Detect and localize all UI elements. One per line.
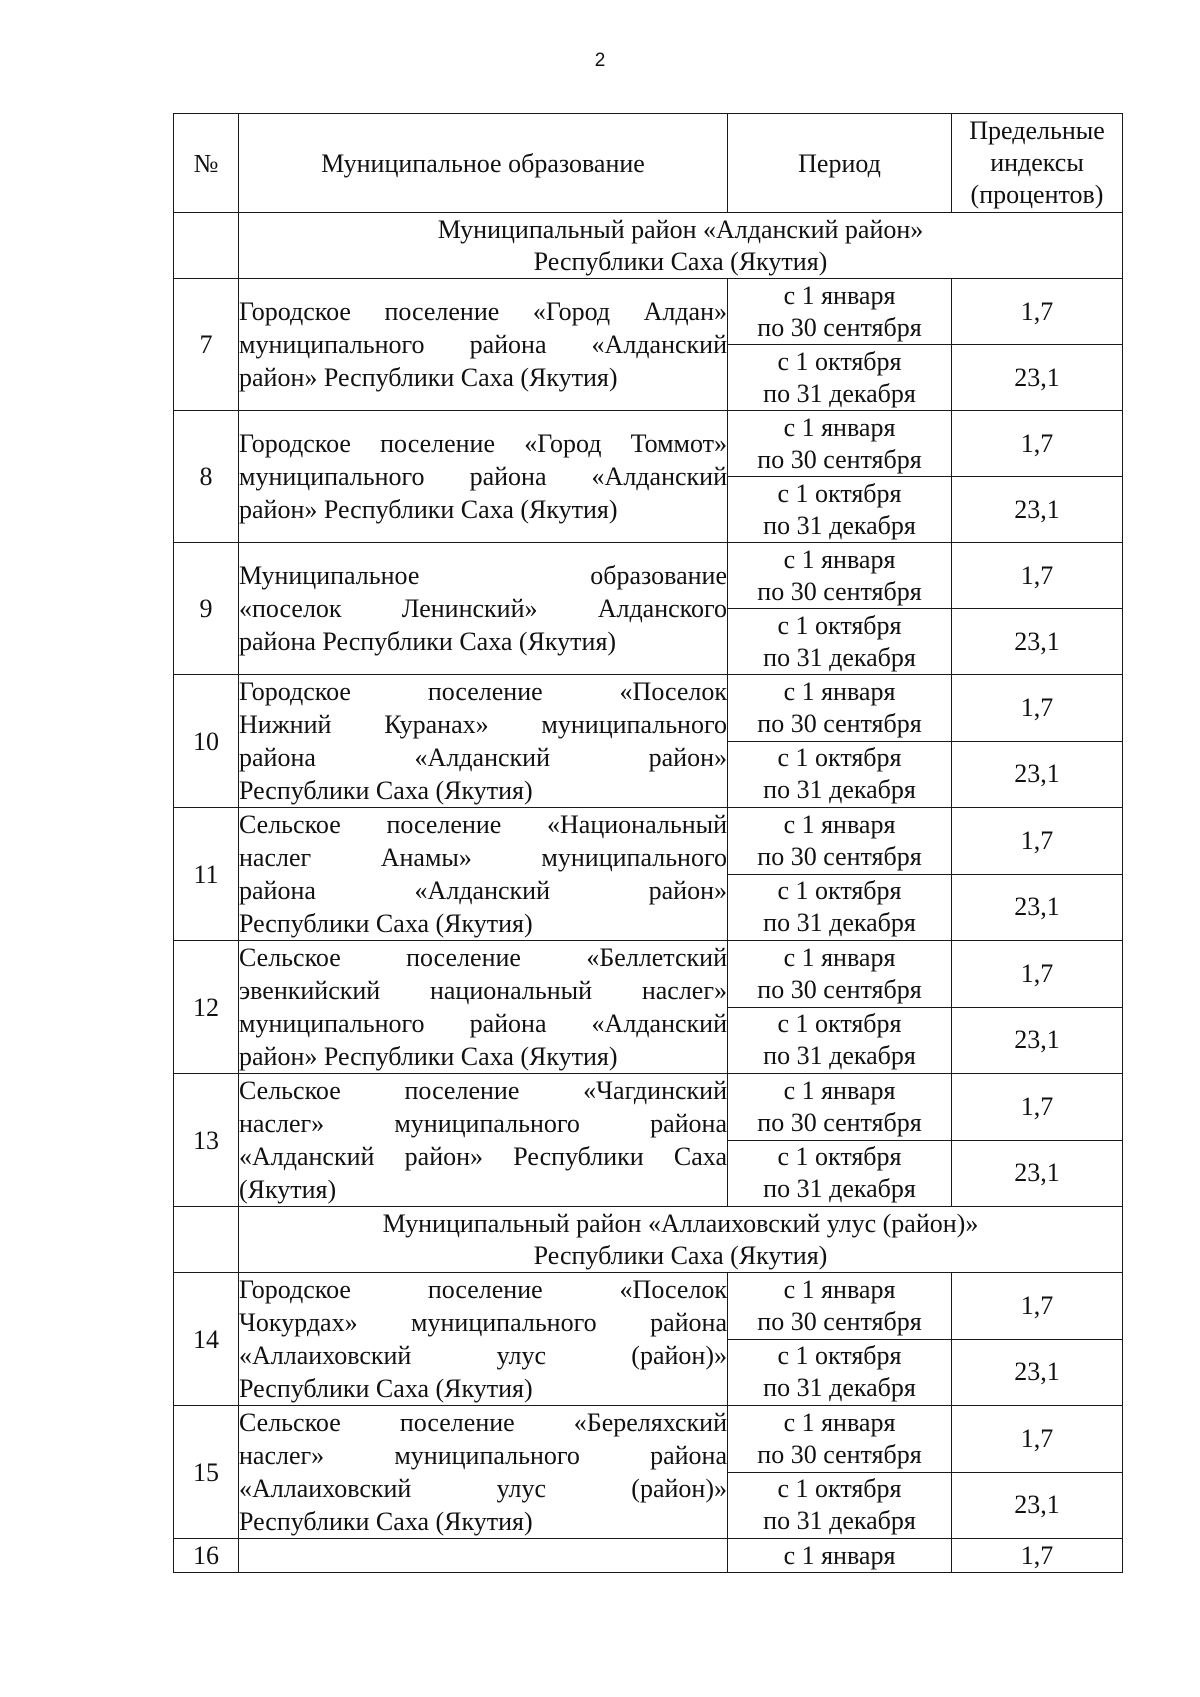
table-row xyxy=(174,808,1123,875)
row-number: 11 xyxy=(174,808,239,941)
period-line: по 31 декабря xyxy=(763,1373,916,1403)
period-line: по 31 декабря xyxy=(763,642,916,672)
period-cell xyxy=(728,1074,952,1141)
table-row xyxy=(174,411,1123,477)
municipality-name-line: Республики Саха (Якутия) xyxy=(239,909,533,938)
index-value: 23,1 xyxy=(952,609,1123,675)
tariff-index-table xyxy=(173,113,1123,1573)
period-line: с 1 января xyxy=(783,412,896,442)
district-row xyxy=(174,213,1123,279)
table-row xyxy=(174,1406,1123,1473)
municipality-name xyxy=(239,411,728,543)
table-row xyxy=(174,279,1123,345)
period-line: с 1 октября xyxy=(777,346,902,376)
municipality-name-line: «Алданский район» Республики Саха xyxy=(239,1142,727,1171)
period-cell xyxy=(728,345,952,411)
municipality-name-line: Городское поселение «Поселок xyxy=(239,1275,727,1304)
index-value: 1,7 xyxy=(952,1406,1123,1473)
period-cell xyxy=(728,279,952,345)
municipality-name-line: наслег Анамы» муниципального xyxy=(239,843,727,872)
index-value: 23,1 xyxy=(952,477,1123,543)
period-line: с 1 октября xyxy=(777,1142,902,1172)
period-line: с 1 января xyxy=(783,809,896,839)
header-municipality: Муниципальное образование xyxy=(239,114,728,213)
municipality-name-line: «Аллаиховский улус (район)» xyxy=(239,1341,727,1370)
index-value: 1,7 xyxy=(952,675,1123,742)
row-number: 12 xyxy=(174,941,239,1074)
municipality-name-line: Сельское поселение «Беллетский xyxy=(239,943,727,972)
period-cell xyxy=(728,1406,952,1473)
municipality-name-line: муниципального района «Алданский xyxy=(239,330,727,359)
municipality-name-line: район» Республики Саха (Якутия) xyxy=(239,495,618,524)
index-value: 1,7 xyxy=(952,543,1123,609)
table-row xyxy=(174,543,1123,609)
municipality-name-line: Республики Саха (Якутия) xyxy=(239,1507,533,1536)
period-line: с 1 января xyxy=(783,544,896,574)
index-value: 23,1 xyxy=(952,345,1123,411)
district-title-line: Муниципальный район «Аллаиховский улус (район)» xyxy=(382,1208,979,1238)
table-header-row xyxy=(174,114,1123,213)
header-period: Период xyxy=(728,114,952,213)
period-line: с 1 октября xyxy=(777,1009,902,1039)
page-number: 2 xyxy=(594,50,606,71)
index-value: 1,7 xyxy=(952,1539,1123,1573)
period-line: по 31 декабря xyxy=(763,908,916,938)
district-row xyxy=(174,1207,1123,1273)
municipality-name-line: «поселок Ленинский» Алданского xyxy=(239,594,727,623)
period-cell xyxy=(728,941,952,1008)
period-line: по 30 сентября xyxy=(757,1439,922,1469)
period-cell xyxy=(728,1472,952,1539)
municipality-name-line: Городское поселение «Город Алдан» xyxy=(239,297,727,326)
municipality-name xyxy=(239,675,728,808)
index-value: 1,7 xyxy=(952,1273,1123,1340)
period-line: с 1 октября xyxy=(777,1341,902,1371)
period-cell xyxy=(728,741,952,808)
period-cell xyxy=(728,1273,952,1340)
municipality-name-line: Муниципальное образование xyxy=(239,561,727,590)
index-value: 1,7 xyxy=(952,279,1123,345)
period-line: по 30 сентября xyxy=(757,312,922,342)
period-line: по 30 сентября xyxy=(757,1107,922,1137)
period-line: по 31 декабря xyxy=(763,378,916,408)
period-line: с 1 октября xyxy=(777,743,902,773)
municipality-name xyxy=(239,808,728,941)
municipality-name-line: района «Алданский район» xyxy=(239,876,727,905)
municipality-name-line: Республики Саха (Якутия) xyxy=(239,776,533,805)
index-value: 23,1 xyxy=(952,1007,1123,1074)
index-value: 1,7 xyxy=(952,1074,1123,1141)
index-value: 1,7 xyxy=(952,808,1123,875)
municipality-name-line: района Республики Саха (Якутия) xyxy=(239,627,617,656)
header-index-line: (процентов) xyxy=(970,180,1104,209)
municipality-name-line: наслег» муниципального района xyxy=(239,1441,727,1470)
municipality-name xyxy=(239,1539,728,1573)
municipality-name-line: Чокурдах» муниципального района xyxy=(239,1308,727,1337)
municipality-name xyxy=(239,279,728,411)
index-value: 1,7 xyxy=(952,411,1123,477)
period-cell xyxy=(728,477,952,543)
municipality-name-line: муниципального района «Алданский xyxy=(239,462,727,491)
period-line: с 1 октября xyxy=(777,1474,902,1504)
municipality-name-line: (Якутия) xyxy=(239,1175,337,1204)
period-cell xyxy=(728,609,952,675)
row-number: 16 xyxy=(174,1539,239,1573)
row-number: 14 xyxy=(174,1273,239,1406)
header-index-line: индексы xyxy=(990,148,1084,177)
period-line: с 1 января xyxy=(783,676,896,706)
period-line: с 1 января xyxy=(783,942,896,972)
district-title-line: Республики Саха (Якутия) xyxy=(533,246,828,276)
municipality-name xyxy=(239,941,728,1074)
municipality-name xyxy=(239,1406,728,1539)
period-line: по 31 декабря xyxy=(763,1174,916,1204)
row-number: 15 xyxy=(174,1406,239,1539)
district-title-line: Республики Саха (Якутия) xyxy=(533,1240,828,1270)
row-number: 9 xyxy=(174,543,239,675)
period-line: с 1 января xyxy=(783,280,896,310)
period-line: по 31 декабря xyxy=(763,510,916,540)
index-value: 23,1 xyxy=(952,1472,1123,1539)
period-cell xyxy=(728,808,952,875)
table-row xyxy=(174,675,1123,742)
period-line: с 1 октября xyxy=(777,876,902,906)
period-line: по 30 сентября xyxy=(757,1306,922,1336)
municipality-name xyxy=(239,1074,728,1207)
period-line: по 30 сентября xyxy=(757,708,922,738)
period-cell xyxy=(728,874,952,941)
row-number: 13 xyxy=(174,1074,239,1207)
period-cell xyxy=(728,1007,952,1074)
period-line: по 30 сентября xyxy=(757,841,922,871)
table-row xyxy=(174,1539,1123,1573)
header-number: № xyxy=(174,114,239,213)
district-title xyxy=(239,213,1123,279)
period-cell xyxy=(728,411,952,477)
municipality-name-line: Городское поселение «Город Томмот» xyxy=(239,429,727,458)
district-title xyxy=(239,1207,1123,1273)
period-line: по 31 декабря xyxy=(763,1041,916,1071)
row-number: 10 xyxy=(174,675,239,808)
table-row xyxy=(174,1074,1123,1141)
municipality-name-line: район» Республики Саха (Якутия) xyxy=(239,1042,618,1071)
period-line: с 1 октября xyxy=(777,610,902,640)
period-line: по 30 сентября xyxy=(757,576,922,606)
index-value: 23,1 xyxy=(952,1140,1123,1207)
header-index-line: Предельные xyxy=(969,116,1105,145)
period-line: по 30 сентября xyxy=(757,444,922,474)
period-line: с 1 октября xyxy=(777,478,902,508)
municipality-name xyxy=(239,543,728,675)
period-line: с 1 января xyxy=(783,1274,896,1304)
district-number-cell xyxy=(174,213,239,279)
municipality-name-line: Республики Саха (Якутия) xyxy=(239,1374,533,1403)
row-number: 7 xyxy=(174,279,239,411)
district-number-cell xyxy=(174,1207,239,1273)
municipality-name-line: Нижний Куранах» муниципального xyxy=(239,710,727,739)
header-index xyxy=(952,114,1123,213)
period-cell xyxy=(728,1339,952,1406)
period-cell xyxy=(728,543,952,609)
period-line: по 31 декабря xyxy=(763,775,916,805)
period-cell xyxy=(728,675,952,742)
period-line: по 30 сентября xyxy=(757,974,922,1004)
district-title-line: Муниципальный район «Алданский район» xyxy=(437,214,924,244)
municipality-name-line: район» Республики Саха (Якутия) xyxy=(239,363,618,392)
row-number: 8 xyxy=(174,411,239,543)
index-value: 23,1 xyxy=(952,1339,1123,1406)
municipality-name-line: Сельское поселение «Национальный xyxy=(239,810,727,839)
municipality-name-line: Сельское поселение «Чагдинский xyxy=(239,1076,727,1105)
period-line: с 1 января xyxy=(783,1075,896,1105)
municipality-name-line: наслег» муниципального района xyxy=(239,1109,727,1138)
table-row xyxy=(174,941,1123,1008)
index-value: 23,1 xyxy=(952,874,1123,941)
index-value: 23,1 xyxy=(952,741,1123,808)
table-row xyxy=(174,1273,1123,1340)
period-cell: с 1 января xyxy=(728,1539,952,1573)
period-line: по 31 декабря xyxy=(763,1506,916,1536)
municipality-name-line: муниципального района «Алданский xyxy=(239,1009,727,1038)
period-cell xyxy=(728,1140,952,1207)
municipality-name-line: эвенкийский национальный наслег» xyxy=(239,976,727,1005)
municipality-name xyxy=(239,1273,728,1406)
municipality-name-line: Сельское поселение «Береляхский xyxy=(239,1408,727,1437)
municipality-name-line: Городское поселение «Поселок xyxy=(239,677,727,706)
municipality-name-line: «Аллаиховский улус (район)» xyxy=(239,1474,727,1503)
municipality-name-line: района «Алданский район» xyxy=(239,743,727,772)
index-value: 1,7 xyxy=(952,941,1123,1008)
period-line: с 1 января xyxy=(783,1407,896,1437)
